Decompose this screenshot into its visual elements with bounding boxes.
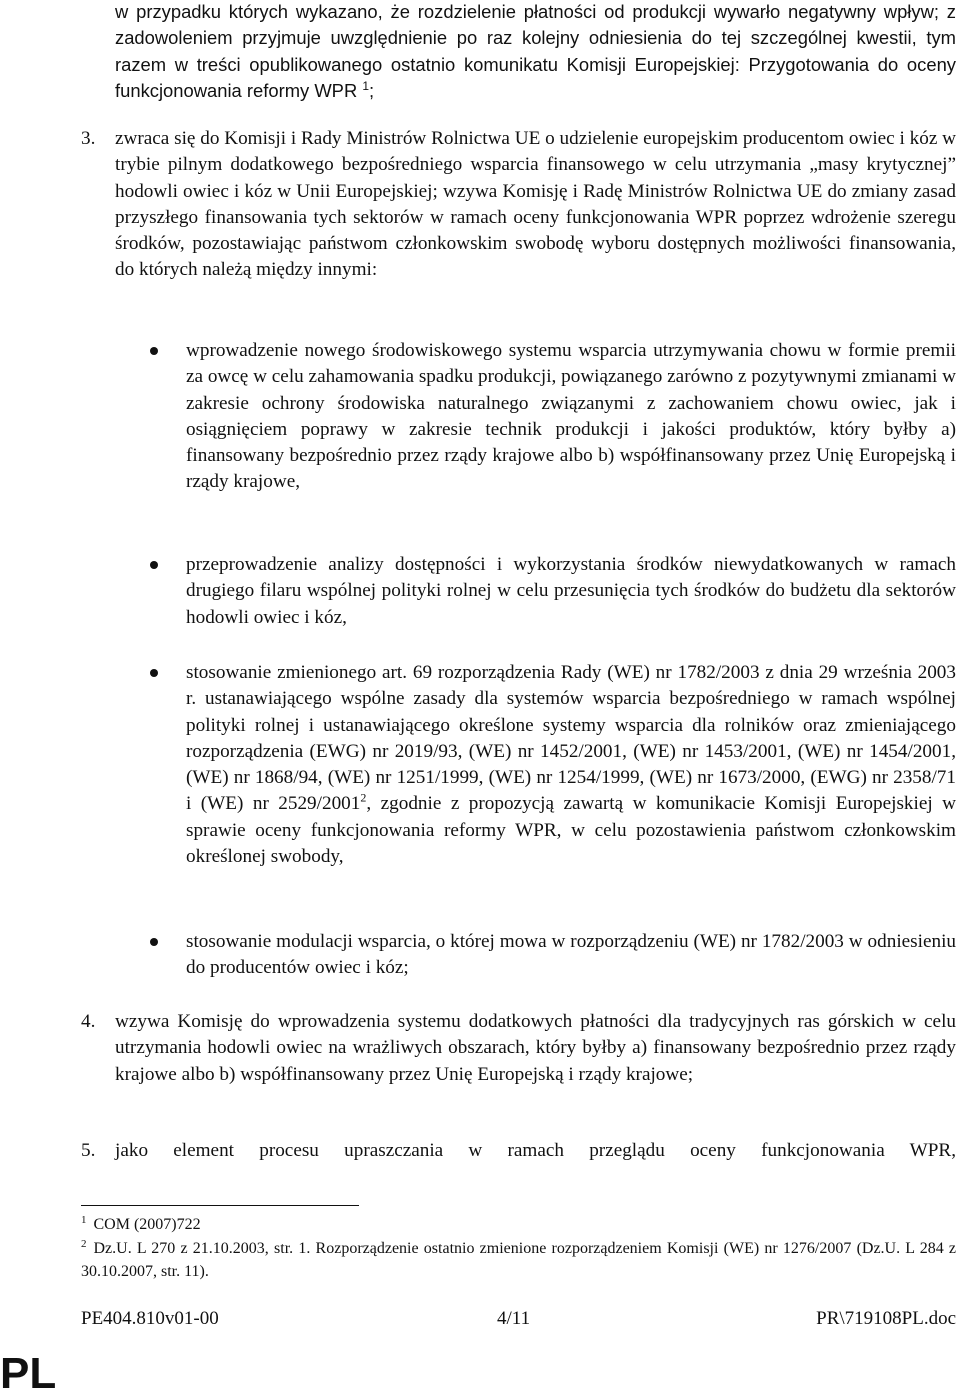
footnote-number: 1 — [81, 1213, 87, 1226]
bullet-text — [186, 660, 956, 870]
footer-page-number: 4/11 — [497, 1308, 531, 1329]
footnote-separator — [81, 1205, 359, 1206]
bullet-item — [150, 660, 956, 870]
footnote-ref-1[interactable]: 1 — [362, 78, 370, 93]
footer-file-name: PR\719108PL.doc — [816, 1308, 956, 1329]
bullet-icon — [150, 347, 158, 355]
footnote-text: COM (2007)722 — [93, 1216, 201, 1233]
item-number: 4. — [81, 1011, 96, 1032]
language-code: PL — [0, 1349, 57, 1398]
item-text: jako element procesu upraszczania w ramach przeglądu oceny funkcjonowania WPR, — [115, 1140, 956, 1161]
continuation-text: w przypadku których wykazano, że rozdzielenie płatności od produkcji wywarło negatywny wpływ; z zadowoleniem przyjmuje uwzględnienie po raz kolejny odniesienia do tej szczególnej kwestii, tym razem w treści opublikowanego ostatnio komunikatu Komisji Europejskiej: Przygotowania do oceny funkcjonowania reformy WPR — [115, 1, 956, 101]
item-number: 3. — [81, 128, 96, 149]
continuation-paragraph — [115, 0, 956, 104]
bullet-text: przeprowadzenie analizy dostępności i wykorzystania środków niewydatkowanych w ramach drugiego filaru wspólnej polityki rolnej w celu przesunięcia tych środków do budżetu dla sektorów hodowli owiec i kóz, — [186, 554, 956, 628]
item-number: 5. — [81, 1140, 96, 1161]
bullet-item — [150, 929, 956, 982]
item-text: zwraca się do Komisji i Rady Ministrów Rolnictwa UE o udzielenie europejskim producentom owiec i kóz w trybie pilnym dodatkowego bezpośredniego wsparcia finansowego w celu utrzymania „masy krytycznej” hodowli owiec i kóz w Unii Europejskiej; wzywa Komisję i Radę Ministrów Rolnictwa UE do zmiany zasad przyszłego finansowania tych sektorów w ramach oceny funkcjonowania WPR poprzez wdrożenie szeregu środków, pozostawiając państwom członkowskim swobodę wyboru dostępnych możliwości finansowania, do których należą między innymi: — [115, 128, 956, 281]
bullet-text-main: stosowanie zmienionego art. 69 rozporządzenia Rady (WE) nr 1782/2003 z dnia 29 września 2003 r. ustanawiającego wspólne zasady dla systemów wsparcia bezpośredniego w ramach wspólnej polityki rolnej i ustanawiającego określone systemy wsparcia dla rolników oraz zmieniającego rozporządzenia (EWG) nr 2019/93, (WE) nr 1452/2001, (WE) nr 1453/2001, (WE) nr 1454/2001, (WE) nr 1868/94, (WE) nr 1251/1999, (WE) nr 1254/1999, (WE) nr 1673/2000, (EWG) nr 2358/71 i (WE) nr 2529/2001 — [186, 662, 956, 815]
bullet-item — [150, 338, 956, 496]
numbered-item-4 — [81, 1009, 956, 1088]
numbered-item-3 — [81, 126, 956, 284]
bullet-icon — [150, 669, 158, 677]
continuation-end: ; — [369, 79, 375, 101]
numbered-item-5 — [81, 1138, 956, 1164]
bullet-text-end: , zgodnie z propozycją zawartą w komunikacie Komisji Europejskiej w sprawie oceny funkcjonowania reformy WPR, w celu pozostawienia państwom członkowskim określonej swobody, — [186, 793, 957, 868]
bullet-item — [150, 552, 956, 631]
footer-reference: PE404.810v01-00 — [81, 1308, 219, 1329]
footnote-2 — [81, 1237, 956, 1283]
item-text: wzywa Komisję do wprowadzenia systemu dodatkowych płatności dla tradycyjnych ras górskich w celu utrzymania hodowli owiec na wrażliwych obszarach, który byłby a) finansowany bezpośrednio przez rządy krajowe albo b) współfinansowany przez Unię Europejską i rządy krajowe; — [115, 1011, 956, 1085]
footnote-text: Dz.U. L 270 z 21.10.2003, str. 1. Rozporządzenie ostatnio zmienione rozporządzeniem Komisji (WE) nr 1276/2007 (Dz.U. L 284 z 30.10.2007, str. 11). — [81, 1240, 956, 1280]
bullet-text: stosowanie modulacji wsparcia, o której mowa w rozporządzeniu (WE) nr 1782/2003 w odniesieniu do producentów owiec i kóz; — [186, 931, 956, 979]
bullet-icon — [150, 938, 158, 946]
footnote-number: 2 — [81, 1237, 87, 1250]
bullet-icon — [150, 561, 158, 569]
footnote-1 — [81, 1213, 956, 1236]
bullet-text: wprowadzenie nowego środowiskowego systemu wsparcia utrzymywania chowu w formie premii za owcę w celu zahamowania spadku produkcji, powiązanego zarówno z pozytywnymi zmianami w zakresie ochrony środowiska naturalnego związanymi z zachowaniem chowu owiec, jak i osiągnięciem poprawy w zakresie technik produkcji i jakości produktów, który byłby a) finansowany bezpośrednio przez rządy krajowe albo b) współfinansowany przez Unię Europejską i rządy krajowe, — [186, 340, 956, 493]
footnote-ref-2[interactable]: 2 — [360, 791, 367, 806]
